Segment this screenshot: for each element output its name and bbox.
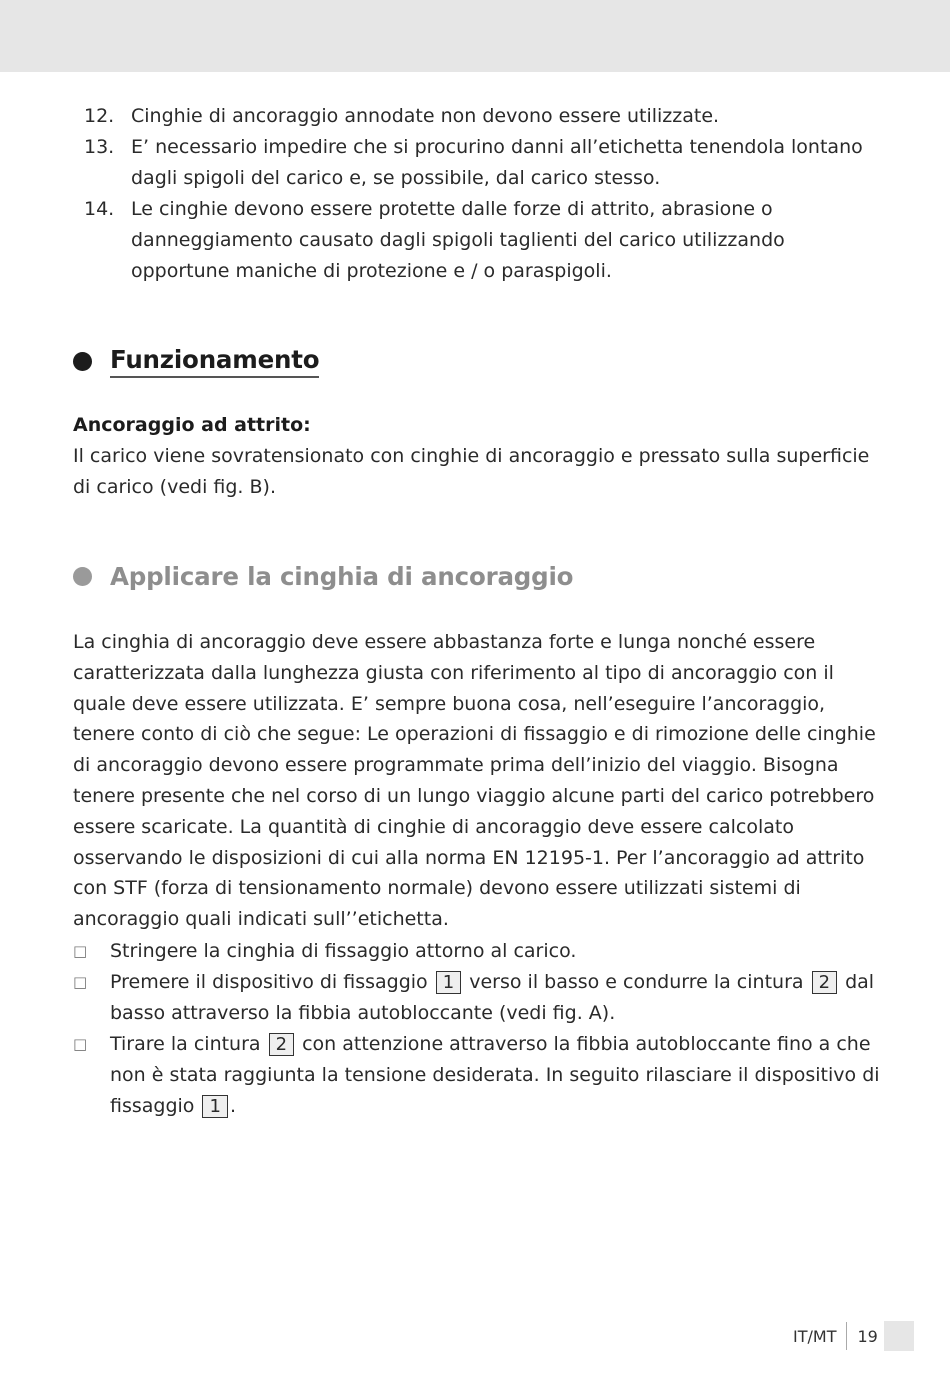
header-band xyxy=(0,0,950,72)
bullet-dot-icon xyxy=(73,352,92,371)
reference-number: 1 xyxy=(436,971,461,994)
list-item-text: Le cinghie devono essere protette dalle forze di attrito, abrasione o danneggiamento causato dagli spigoli taglienti del carico utilizzando opportune maniche di protezione e / o paraspigoli. xyxy=(131,198,785,282)
page-number: 19 xyxy=(857,1326,878,1346)
list-item xyxy=(84,194,884,287)
list-item-number: 13. xyxy=(84,136,115,158)
section-heading-funzionamento xyxy=(73,345,319,378)
section-title: Funzionamento xyxy=(110,345,319,378)
list-item-text: Premere il dispositivo di fissaggio 1 verso il basso e condurre la cintura 2 dal basso attraverso la fibbia autobloccante (vedi fig. A). xyxy=(110,971,875,1024)
reference-number: 2 xyxy=(812,971,837,994)
main-paragraph: La cinghia di ancoraggio deve essere abbastanza forte e lunga nonché essere caratterizzata dalla lunghezza giusta con riferimento al tipo di ancoraggio con il quale deve essere utilizzata. E’ sempre buona cosa, nell’eseguire l’ancoraggio, tenere conto di ciò che segue: Le operazioni di fissaggio e di rimozione delle cinghie di ancoraggio devono essere programmate prima dell’inizio del viaggio. Bisogna tenere presente che nel corso di un lungo viaggio alcune parti del carico potrebbero essere scaricate. La quantità di cinghie di ancoraggio deve essere calcolato osservando le disposizioni di cui alla norma EN 12195-1. Per l’ancoraggio ad attrito con STF (forza di tensionamento normale) devono essere utilizzati sistemi di ancoraggio quali indicati sull’’etichetta. xyxy=(73,631,876,931)
page-footer xyxy=(793,1322,878,1350)
language-code: IT/MT xyxy=(793,1326,837,1346)
list-item-text: Cinghie di ancoraggio annodate non devono essere utilizzate. xyxy=(131,105,720,127)
list-item xyxy=(73,1029,888,1122)
list-item-number: 14. xyxy=(84,198,115,220)
friction-paragraph: Il carico viene sovratensionato con cinghie di ancoraggio e pressato sulla superficie di carico (vedi fig. B). xyxy=(73,445,870,498)
list-item-text: Stringere la cinghia di fissaggio attorno al carico. xyxy=(110,940,577,962)
list-item xyxy=(73,936,888,967)
subsection-title: Ancoraggio ad attrito: xyxy=(73,414,311,436)
list-item xyxy=(73,967,888,1029)
reference-number: 2 xyxy=(269,1033,294,1056)
list-item xyxy=(84,132,884,194)
list-item-text: E’ necessario impedire che si procurino danni all’etichetta tenendola lontano dagli spigoli del carico e, se possibile, dal carico stesso. xyxy=(131,136,863,189)
list-item-text: Tirare la cintura 2 con attenzione attraverso la fibbia autobloccante fino a che non è stata raggiunta la tensione desiderata. In seguito rilasciare il dispositivo di fissaggio 1 . xyxy=(110,1033,880,1117)
list-item xyxy=(84,101,884,132)
checkbox-icon: □ xyxy=(73,1035,88,1053)
reference-number: 1 xyxy=(202,1095,227,1118)
section-title: Applicare la cinghia di ancoraggio xyxy=(110,562,574,591)
checkbox-icon: □ xyxy=(73,973,88,991)
section-heading-applicare xyxy=(73,562,573,591)
numbered-list xyxy=(84,101,884,287)
page-tab-marker xyxy=(884,1321,914,1351)
checkbox-list xyxy=(73,936,888,1122)
checkbox-icon: □ xyxy=(73,942,88,960)
bullet-dot-icon xyxy=(73,567,92,586)
list-item-number: 12. xyxy=(84,105,115,127)
